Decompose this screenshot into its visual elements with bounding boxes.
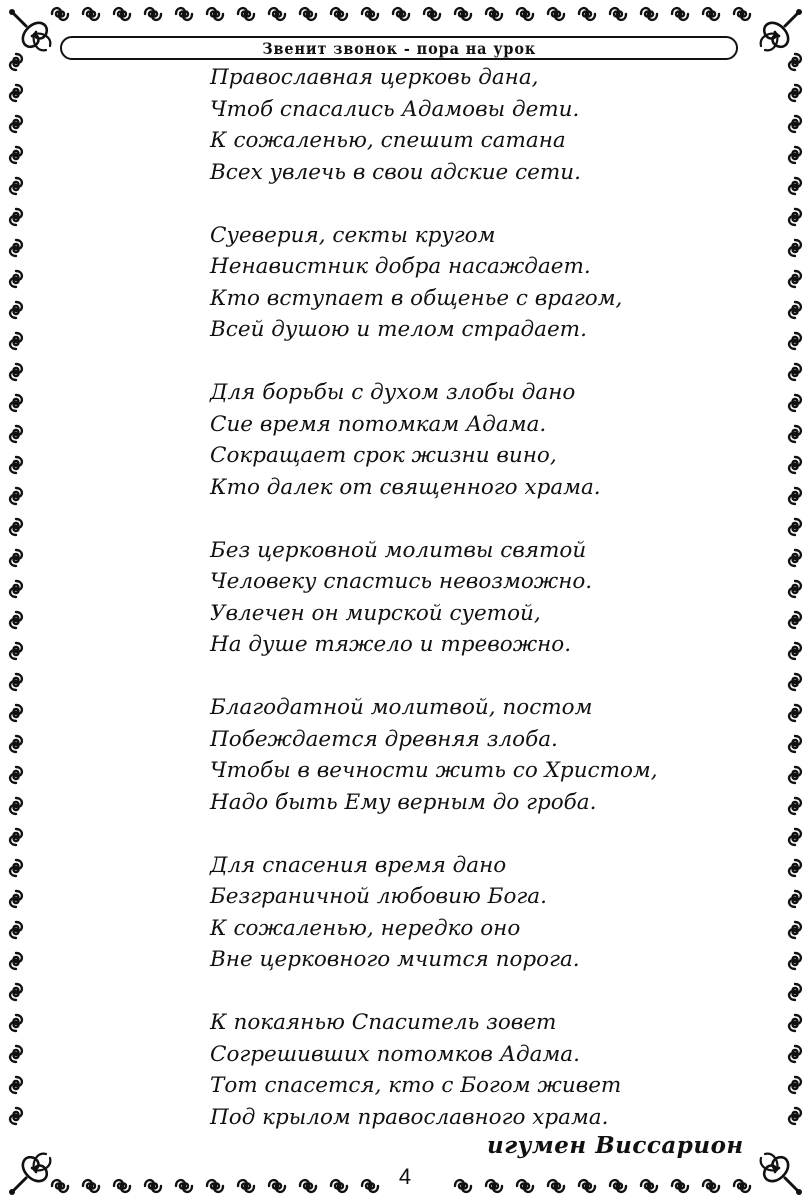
poem-stanza xyxy=(210,377,730,503)
poem-stanza xyxy=(210,62,730,188)
poem xyxy=(210,62,730,1133)
scroll-ornament-icon xyxy=(789,581,801,597)
fleur-corner-icon xyxy=(9,9,50,50)
poem-line: Человеку спастись невозможно. xyxy=(210,569,593,594)
scroll-ornament-icon xyxy=(789,147,801,163)
scroll-ornament-icon xyxy=(207,8,223,20)
stanza-gap xyxy=(210,346,730,378)
scroll-ornament-icon xyxy=(789,519,801,535)
scroll-ornament-icon xyxy=(579,1180,595,1192)
scroll-ornament-icon xyxy=(10,550,22,566)
scroll-ornament-icon xyxy=(238,8,254,20)
poem-line: Православная церковь дана, xyxy=(210,65,539,90)
scroll-ornament-icon xyxy=(176,8,192,20)
poem-line: Кто вступает в общенье с врагом, xyxy=(210,285,623,311)
scroll-ornament-icon xyxy=(789,643,801,659)
poem-stanza xyxy=(210,1007,730,1133)
poem-line: Вне церковного мчится порога. xyxy=(210,947,580,972)
scroll-ornament-icon xyxy=(300,8,316,20)
scroll-ornament-icon xyxy=(10,953,22,969)
scroll-ornament-icon xyxy=(789,612,801,628)
scroll-ornament-icon xyxy=(10,1108,22,1124)
scroll-ornament-icon xyxy=(176,1180,192,1192)
scroll-ornament-icon xyxy=(331,8,347,20)
scroll-ornament-icon xyxy=(734,1180,750,1192)
scroll-ornament-icon xyxy=(789,550,801,566)
scroll-ornament-icon xyxy=(10,860,22,876)
poem-line: Чтоб спасались Адамовы дети. xyxy=(210,96,580,122)
scroll-ornament-icon xyxy=(734,8,750,20)
scroll-ornament-icon xyxy=(641,1180,657,1192)
scroll-ornament-icon xyxy=(10,302,22,318)
scroll-ornament-icon xyxy=(10,829,22,845)
poem-line: Согрешивших потомков Адама. xyxy=(210,1041,580,1067)
scroll-ornament-icon xyxy=(424,8,440,20)
poem-line: Благодатной молитвой, постом xyxy=(210,695,593,720)
scroll-ornament-icon xyxy=(703,8,719,20)
poem-line: Увлечен он мирской суетой, xyxy=(210,600,541,626)
scroll-ornament-icon xyxy=(10,581,22,597)
poem-line: Чтобы в вечности жить со Христом, xyxy=(210,758,658,783)
scroll-ornament-icon xyxy=(362,8,378,20)
scroll-ornament-icon xyxy=(10,116,22,132)
poem-line: Без церковной молитвы святой xyxy=(210,537,587,563)
scroll-ornament-icon xyxy=(145,8,161,20)
scroll-ornament-icon xyxy=(548,8,564,20)
poem-stanza xyxy=(210,220,730,346)
header-banner xyxy=(60,36,738,60)
scroll-ornament-icon xyxy=(548,1180,564,1192)
scroll-ornament-icon xyxy=(672,8,688,20)
scroll-ornament-icon xyxy=(455,1180,471,1192)
scroll-ornament-icon xyxy=(610,1180,626,1192)
scroll-ornament-icon xyxy=(789,54,801,70)
scroll-ornament-icon xyxy=(789,1015,801,1031)
poem-stanza xyxy=(210,692,730,818)
fleur-corner-icon xyxy=(761,1154,802,1195)
scroll-ornament-icon xyxy=(10,674,22,690)
scroll-ornament-icon xyxy=(10,457,22,473)
scroll-ornament-icon xyxy=(10,519,22,535)
scroll-ornament-icon xyxy=(789,271,801,287)
scroll-ornament-icon xyxy=(10,922,22,938)
stanza-gap xyxy=(210,188,730,220)
poem-stanza xyxy=(210,535,730,661)
poem-line: На душе тяжело и тревожно. xyxy=(210,632,572,657)
scroll-ornament-icon xyxy=(300,1180,316,1192)
scroll-ornament-icon xyxy=(10,705,22,721)
scroll-ornament-icon xyxy=(238,1180,254,1192)
scroll-ornament-icon xyxy=(10,395,22,411)
scroll-ornament-icon xyxy=(789,426,801,442)
poem-line: К покаянью Спаситель зовет xyxy=(210,1010,557,1035)
scroll-ornament-icon xyxy=(52,8,68,20)
stanza-gap xyxy=(210,818,730,850)
scroll-ornament-icon xyxy=(789,395,801,411)
stanza-gap xyxy=(210,661,730,693)
scroll-ornament-icon xyxy=(789,922,801,938)
stanza-gap xyxy=(210,976,730,1008)
fleur-corner-icon xyxy=(9,1154,50,1195)
scroll-ornament-icon xyxy=(10,767,22,783)
scroll-ornament-icon xyxy=(207,1180,223,1192)
scroll-ornament-icon xyxy=(789,209,801,225)
page-number: 4 xyxy=(392,1162,418,1192)
poem-line: Кто далек от священного храма. xyxy=(210,474,601,500)
scroll-ornament-icon xyxy=(789,240,801,256)
scroll-ornament-icon xyxy=(10,612,22,628)
scroll-ornament-icon xyxy=(393,8,409,20)
poem-line: К сожаленью, нередко оно xyxy=(210,915,521,941)
scroll-ornament-icon xyxy=(672,1180,688,1192)
scroll-ornament-icon xyxy=(10,209,22,225)
scroll-ornament-icon xyxy=(10,1077,22,1093)
scroll-ornament-icon xyxy=(83,1180,99,1192)
poem-line: Всей душою и телом страдает. xyxy=(210,317,587,342)
scroll-ornament-icon xyxy=(789,488,801,504)
scroll-ornament-icon xyxy=(517,1180,533,1192)
scroll-ornament-icon xyxy=(789,457,801,473)
scroll-ornament-icon xyxy=(703,1180,719,1192)
scroll-ornament-icon xyxy=(362,1180,378,1192)
scroll-ornament-icon xyxy=(789,860,801,876)
poem-line: Для борьбы с духом злобы дано xyxy=(210,380,576,405)
poem-line: Всех увлечь в свои адские сети. xyxy=(210,159,581,185)
scroll-ornament-icon xyxy=(789,333,801,349)
scroll-ornament-icon xyxy=(789,736,801,752)
scroll-ornament-icon xyxy=(789,953,801,969)
poem-line: Сие время потомкам Адама. xyxy=(210,411,547,437)
scroll-ornament-icon xyxy=(10,240,22,256)
scroll-ornament-icon xyxy=(10,488,22,504)
scroll-ornament-icon xyxy=(517,8,533,20)
scroll-ornament-icon xyxy=(486,1180,502,1192)
scroll-ornament-icon xyxy=(789,829,801,845)
scroll-ornament-icon xyxy=(10,1015,22,1031)
scroll-ornament-icon xyxy=(10,798,22,814)
poem-line: Под крылом православного храма. xyxy=(210,1104,609,1130)
scroll-ornament-icon xyxy=(10,54,22,70)
scroll-ornament-icon xyxy=(10,643,22,659)
poem-line: Надо быть Ему верным до гроба. xyxy=(210,789,597,815)
stanza-gap xyxy=(210,503,730,535)
scroll-ornament-icon xyxy=(789,674,801,690)
poem-line: Сокращает срок жизни вино, xyxy=(210,443,557,468)
scroll-ornament-icon xyxy=(641,8,657,20)
scroll-ornament-icon xyxy=(10,85,22,101)
scroll-ornament-icon xyxy=(10,984,22,1000)
scroll-ornament-icon xyxy=(789,1077,801,1093)
scroll-ornament-icon xyxy=(789,705,801,721)
scroll-ornament-icon xyxy=(789,1108,801,1124)
scroll-ornament-icon xyxy=(789,116,801,132)
scroll-ornament-icon xyxy=(789,364,801,380)
scroll-ornament-icon xyxy=(52,1180,68,1192)
scroll-ornament-icon xyxy=(331,1180,347,1192)
header-title: Звенит звонок - пора на урок xyxy=(262,38,536,58)
scroll-ornament-icon xyxy=(269,8,285,20)
scroll-ornament-icon xyxy=(789,891,801,907)
scroll-ornament-icon xyxy=(10,426,22,442)
scroll-ornament-icon xyxy=(10,333,22,349)
scroll-ornament-icon xyxy=(269,1180,285,1192)
scroll-ornament-icon xyxy=(579,8,595,20)
scroll-ornament-icon xyxy=(789,767,801,783)
scroll-ornament-icon xyxy=(610,8,626,20)
scroll-ornament-icon xyxy=(789,798,801,814)
scroll-ornament-icon xyxy=(10,147,22,163)
poem-line: Безграничной любовию Бога. xyxy=(210,884,547,909)
scroll-ornament-icon xyxy=(789,984,801,1000)
scroll-ornament-icon xyxy=(789,178,801,194)
scroll-ornament-icon xyxy=(145,1180,161,1192)
scroll-ornament-icon xyxy=(455,8,471,20)
poem-line: К сожаленью, спешит сатана xyxy=(210,128,566,153)
scroll-ornament-icon xyxy=(10,1046,22,1062)
scroll-ornament-icon xyxy=(114,1180,130,1192)
scroll-ornament-icon xyxy=(10,891,22,907)
poem-line: Для спасения время дано xyxy=(210,852,507,878)
scroll-ornament-icon xyxy=(10,178,22,194)
scroll-ornament-icon xyxy=(486,8,502,20)
scroll-ornament-icon xyxy=(83,8,99,20)
poem-line: Побеждается древняя злоба. xyxy=(210,726,558,752)
scroll-ornament-icon xyxy=(10,736,22,752)
author-signature: игумен Виссарион xyxy=(487,1132,744,1159)
poem-line: Тот спасется, кто с Богом живет xyxy=(210,1073,622,1098)
fleur-corner-icon xyxy=(761,9,802,50)
scroll-ornament-icon xyxy=(789,85,801,101)
poem-line: Суеверия, секты кругом xyxy=(210,222,496,248)
scroll-ornament-icon xyxy=(789,1046,801,1062)
scroll-ornament-icon xyxy=(10,364,22,380)
scroll-ornament-icon xyxy=(114,8,130,20)
scroll-ornament-icon xyxy=(789,302,801,318)
scroll-ornament-icon xyxy=(10,271,22,287)
poem-line: Ненавистник добра насаждает. xyxy=(210,254,591,279)
poem-stanza xyxy=(210,850,730,976)
